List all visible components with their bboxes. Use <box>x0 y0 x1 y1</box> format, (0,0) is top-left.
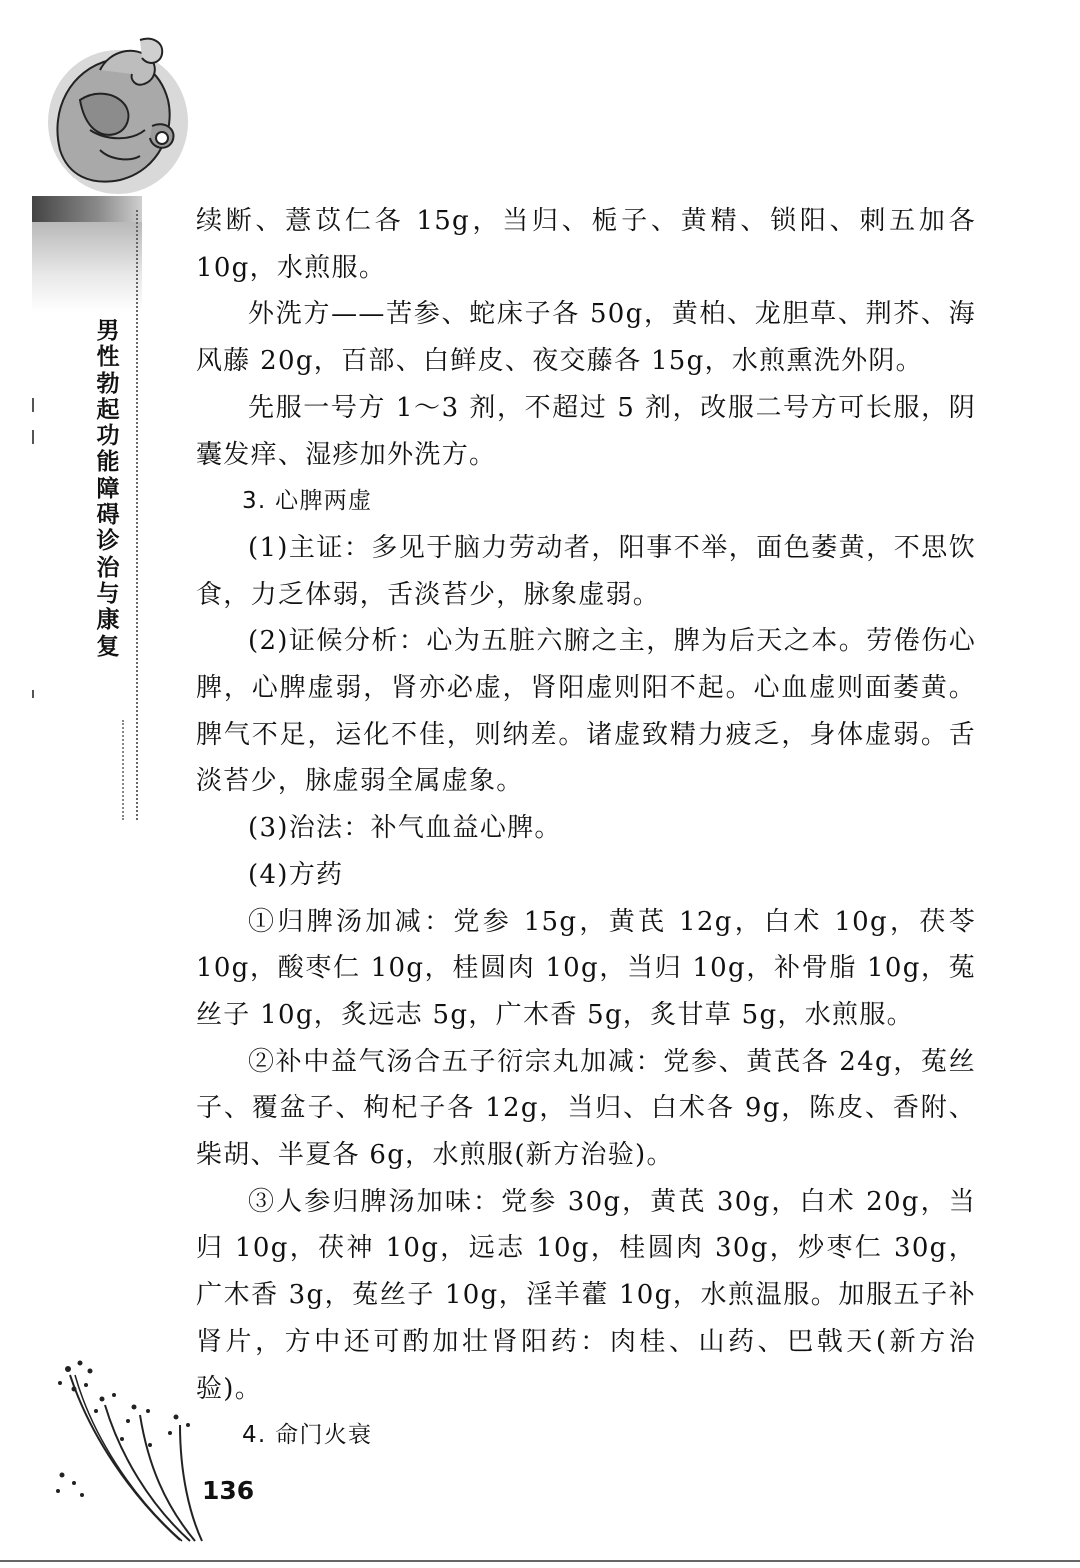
margin-dotted-rule <box>136 210 138 820</box>
page-number: 136 <box>202 1476 255 1505</box>
title-char: 与 <box>96 580 120 607</box>
paragraph: 续断、薏苡仁各 15g，当归、栀子、黄精、锁阳、刺五加各 10g，水煎服。 <box>196 206 976 283</box>
grass-sprig-decoration-icon <box>30 1355 220 1545</box>
paragraph: 外洗方——苦参、蛇床子各 50g，黄柏、龙胆草、荆芥、海风藤 20g，百部、白鲜皮、夜交藤各 15g，水煎熏洗外阴。 <box>196 299 976 377</box>
title-char: 障 <box>96 475 120 502</box>
title-char: 能 <box>96 449 120 476</box>
paragraph: (4)方药 <box>248 859 344 890</box>
paragraph: (2)证候分析：心为五脏六腑之主，脾为后天之本。劳倦伤心脾，心脾虚弱，肾亦必虚，肾阳虚则阳不起。心血虚则面萎黄。脾气不足，运化不佳，则纳差。诸虚致精力疲乏，身体虚弱。舌淡苔少，脉虚弱全属虚象。 <box>196 626 976 797</box>
paragraph: ②补中益气汤合五子衍宗丸加减：党参、黄芪各 24g，菟丝子、覆盆子、枸杞子各 12g，当归、白术各 9g，陈皮、香附、柴胡、半夏各 6g，水煎服(新方治验)。 <box>196 1046 976 1171</box>
title-char: 勃 <box>96 370 120 397</box>
section-heading: 4. 命门火衰 <box>242 1422 373 1449</box>
bottom-rule <box>0 1560 1080 1562</box>
title-char: 起 <box>96 396 120 423</box>
section-heading: 3. 心脾两虚 <box>242 488 373 515</box>
book-title-vertical <box>88 318 128 660</box>
title-char: 碍 <box>96 502 120 529</box>
paragraph: (1)主证：多见于脑力劳动者，阳事不举，面色萎黄，不思饮食，力乏体弱，舌淡苔少，脉象虚弱。 <box>196 532 976 610</box>
title-char: 康 <box>96 607 120 634</box>
muscle-man-emblem-icon <box>40 30 190 195</box>
chapter-tab-fade <box>32 222 142 312</box>
body-text <box>196 198 976 1459</box>
paragraph: (3)治法：补气血益心脾。 <box>248 813 562 844</box>
title-char: 复 <box>96 633 120 660</box>
paragraph: ①归脾汤加减：党参 15g，黄芪 12g，白术 10g，茯苓 10g，酸枣仁 10g，桂圆肉 10g，当归 10g，补骨脂 10g，菟丝子 10g，炙远志 5g，广木香 5g，炙甘草 5g，水煎服。 <box>196 906 976 1030</box>
title-char: 功 <box>96 423 120 450</box>
margin-dotted-rule-short <box>122 720 124 820</box>
title-char: 男 <box>96 318 120 344</box>
margin-tick <box>32 398 34 412</box>
chapter-tab-bar <box>32 196 142 222</box>
title-char: 诊 <box>96 528 120 555</box>
margin-tick <box>32 690 34 698</box>
paragraph: 先服一号方 1～3 剂，不超过 5 剂，改服二号方可长服，阴囊发痒、湿疹加外洗方。 <box>196 392 976 470</box>
margin-tick <box>32 430 34 444</box>
paragraph: ③人参归脾汤加味：党参 30g，黄芪 30g，白术 20g，当归 10g，茯神 10g，远志 10g，桂圆肉 30g，炒枣仁 30g，广木香 3g，菟丝子 10g，淫羊藿 10g，水煎温服。加服五子补肾片，方中还可酌加壮肾阳药：肉桂、山药、巴戟天(新方治验)。 <box>196 1186 976 1404</box>
title-char: 治 <box>96 554 120 581</box>
title-char: 性 <box>96 344 120 371</box>
